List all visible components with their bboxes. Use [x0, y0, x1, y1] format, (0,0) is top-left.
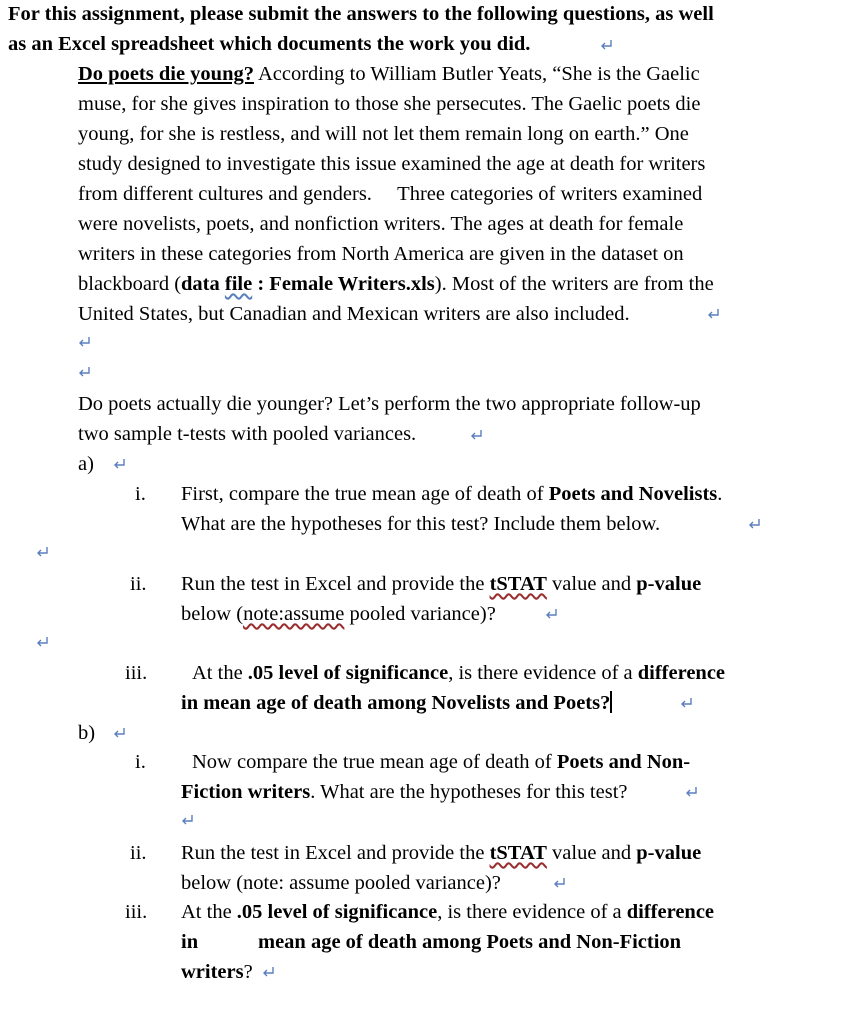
paragraph-mark-icon: [113, 726, 126, 739]
part-a-ii-number: ii.: [130, 573, 147, 595]
passage-line-8: blackboard (data file : Female Writers.xls). Most of the writers are from the: [78, 273, 714, 295]
part-b-i-number: i.: [135, 751, 146, 773]
passage-line-7: writers in these categories from North America are given in the dataset on: [78, 243, 684, 265]
paragraph-mark-icon: [78, 365, 91, 378]
paragraph-mark-icon: [262, 965, 275, 978]
passage-line-9: United States, but Canadian and Mexican writers are also included.: [78, 303, 630, 325]
passage-line-6: were novelists, poets, and nonfiction writers. The ages at death for female: [78, 213, 684, 235]
paragraph-mark-icon: [748, 517, 761, 530]
part-b-ii-number: ii.: [130, 842, 147, 864]
part-b-ii-line-2: below (note: assume pooled variance)?: [181, 872, 501, 894]
paragraph-mark-icon: [680, 696, 693, 709]
part-b-iii-number: iii.: [125, 901, 148, 923]
part-b-iii-line-3: writers?: [181, 961, 253, 983]
part-a-i-number: i.: [135, 483, 146, 505]
part-a-iii-line-1: At the .05 level of significance, is there evidence of a difference: [192, 662, 726, 684]
question-line-2: two sample t-tests with pooled variances.: [78, 423, 417, 445]
paragraph-mark-icon: [113, 457, 126, 470]
tstat-term: tSTAT: [489, 842, 547, 864]
part-b-label: b): [78, 722, 96, 744]
paragraph-mark-icon: [685, 785, 698, 798]
paragraph-mark-icon: [181, 813, 194, 826]
text-cursor: [610, 691, 612, 713]
question-line-1: Do poets actually die younger? Let’s perform the two appropriate follow-up: [78, 393, 701, 415]
part-b-i-line-1: Now compare the true mean age of death of Poets and Non-: [192, 751, 691, 773]
paragraph-mark-icon: [470, 428, 483, 441]
part-a-label: a): [78, 453, 94, 475]
paragraph-mark-icon: [78, 335, 91, 348]
passage-line-3: young, for she is restless, and will not let them remain long on earth.” One: [78, 123, 689, 145]
part-a-iii-number: iii.: [125, 662, 148, 684]
paragraph-mark-icon: [545, 607, 558, 620]
paragraph-mark-icon: [36, 545, 49, 558]
part-b-iii-in-word: in: [181, 931, 199, 953]
paragraph-mark-icon: [36, 635, 49, 648]
part-a-iii-line-2: in mean age of death among Novelists and Poets?: [181, 692, 611, 714]
paragraph-mark-icon: [600, 38, 613, 51]
part-b-i-line-2: Fiction writers. What are the hypotheses for this test?: [181, 781, 628, 803]
paragraph-mark-icon: [553, 876, 566, 889]
tstat-term: tSTAT: [489, 573, 547, 595]
paragraph-mark-icon: [707, 307, 720, 320]
intro-line-2: as an Excel spreadsheet which documents the work you did.: [8, 33, 531, 55]
passage-line-4: study designed to investigate this issue examined the age at death for writers: [78, 153, 706, 175]
file-link-word: file: [224, 273, 253, 295]
passage-line-1: Do poets die young? According to William Butler Yeats, “She is the Gaelic: [78, 63, 700, 85]
part-a-ii-line-2: below (note:assume pooled variance)?: [181, 603, 496, 625]
part-b-ii-line-1: Run the test in Excel and provide the tSTAT value and p-value: [181, 842, 702, 864]
part-a-i-line-1: First, compare the true mean age of death of Poets and Novelists.: [181, 483, 723, 505]
part-b-iii-line-1: At the .05 level of significance, is there evidence of a difference: [181, 901, 715, 923]
note-assume-term: note:assume: [243, 603, 345, 625]
passage-line-2: muse, for she gives inspiration to those she persecutes. The Gaelic poets die: [78, 93, 701, 115]
passage-line-5: from different cultures and genders. Three categories of writers examined: [78, 183, 703, 205]
part-a-i-line-2: What are the hypotheses for this test? Include them below.: [181, 513, 661, 535]
passage-heading: Do poets die young?: [78, 63, 254, 85]
part-b-iii-line-2: mean age of death among Poets and Non-Fiction: [258, 931, 682, 953]
part-a-ii-line-1: Run the test in Excel and provide the tSTAT value and p-value: [181, 573, 702, 595]
intro-line-1: For this assignment, please submit the answers to the following questions, as well: [8, 3, 714, 25]
